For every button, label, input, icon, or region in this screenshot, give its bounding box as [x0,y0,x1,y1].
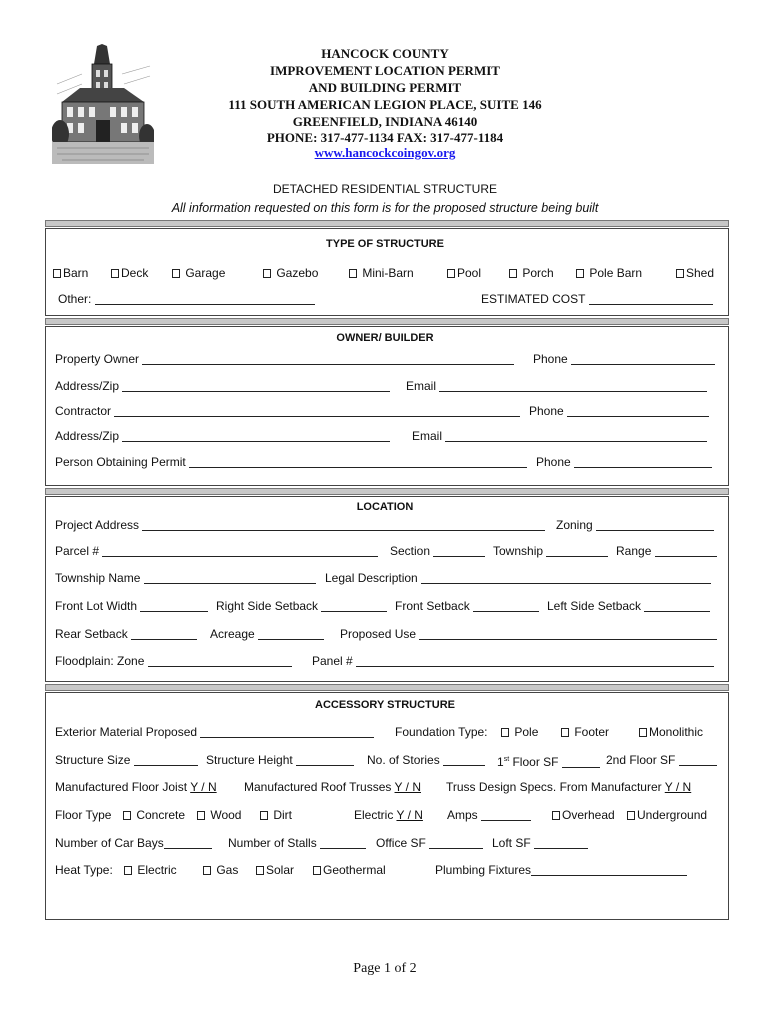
location-heading: LOCATION [356,501,414,513]
project-address-field[interactable]: Project Address [55,518,545,532]
no-of-stories-field[interactable]: No. of Stories [367,753,485,767]
option-mini-barn[interactable]: Mini-Barn [349,266,414,280]
electric-field[interactable]: Electric Y / N [354,808,423,822]
contact-line: PHONE: 317-477-1134 FAX: 317-477-1184 [266,130,504,145]
checkbox-icon[interactable] [313,866,321,875]
floor-dirt-option[interactable]: Dirt [260,808,292,822]
checkbox-icon[interactable] [576,269,584,278]
permit-title-line1: IMPROVEMENT LOCATION PERMIT [270,63,500,78]
rear-setback-field[interactable]: Rear Setback [55,627,197,641]
county-name: HANCOCK COUNTY [321,46,449,61]
structure-size-field[interactable]: Structure Size [55,753,198,767]
panel-field[interactable]: Panel # [312,654,714,668]
page-number: Page 1 of 2 [353,961,417,976]
section-field[interactable]: Section [390,544,485,558]
option-barn[interactable]: Barn [53,266,88,280]
mfd-roof-trusses-field[interactable]: Manufactured Roof Trusses Y / N [244,780,421,794]
checkbox-icon[interactable] [349,269,357,278]
contractor-field[interactable]: Contractor [55,404,520,418]
section-divider [45,220,729,227]
form-title: DETACHED RESIDENTIAL STRUCTURE [272,182,498,196]
first-floor-sf-field[interactable]: 1st Floor SF [497,753,600,769]
heat-electric-option[interactable]: Electric [124,863,177,877]
heat-geothermal-option[interactable]: Geothermal [313,863,386,877]
checkbox-icon[interactable] [172,269,180,278]
property-owner-field[interactable]: Property Owner [55,352,514,366]
legal-description-field[interactable]: Legal Description [325,571,711,585]
foundation-type-label: Foundation Type: [395,725,488,739]
floor-type-label: Floor Type [55,808,112,822]
accessory-structure-heading: ACCESSORY STRUCTURE [315,699,455,711]
range-field[interactable]: Range [616,544,717,558]
person-phone-field[interactable]: Phone [536,455,712,469]
checkbox-icon[interactable] [260,811,268,820]
checkbox-icon[interactable] [203,866,211,875]
website-link[interactable]: www.hancockcoingov.org [314,145,456,160]
option-shed[interactable]: Shed [676,266,714,280]
option-gazebo[interactable]: Gazebo [263,266,318,280]
heat-type-label: Heat Type: [55,863,113,877]
option-garage[interactable]: Garage [172,266,225,280]
checkbox-icon[interactable] [627,811,635,820]
floodplain-zone-field[interactable]: Floodplain: Zone [55,654,292,668]
electric-underground-option[interactable]: Underground [627,808,707,822]
person-obtaining-permit-field[interactable]: Person Obtaining Permit [55,455,527,469]
parcel-field[interactable]: Parcel # [55,544,378,558]
section-divider [45,318,729,325]
checkbox-icon[interactable] [263,269,271,278]
township-name-field[interactable]: Township Name [55,571,316,585]
floor-wood-option[interactable]: Wood [197,808,241,822]
front-setback-field[interactable]: Front Setback [395,599,539,613]
owner-phone-field[interactable]: Phone [533,352,715,366]
checkbox-icon[interactable] [53,269,61,278]
type-of-structure-heading: TYPE OF STRUCTURE [326,238,444,250]
front-lot-width-field[interactable]: Front Lot Width [55,599,208,613]
permit-title-line2: AND BUILDING PERMIT [308,80,462,95]
loft-sf-field[interactable]: Loft SF [492,836,588,850]
checkbox-icon[interactable] [197,811,205,820]
township-field[interactable]: Township [493,544,608,558]
checkbox-icon[interactable] [509,269,517,278]
foundation-pole-option[interactable]: Pole [501,725,538,739]
foundation-footer-option[interactable]: Footer [561,725,609,739]
address-line: 111 SOUTH AMERICAN LEGION PLACE, SUITE 146 [228,97,542,112]
proposed-use-field[interactable]: Proposed Use [340,627,717,641]
second-floor-sf-field[interactable]: 2nd Floor SF [606,753,717,767]
checkbox-icon[interactable] [447,269,455,278]
acreage-field[interactable]: Acreage [210,627,324,641]
heat-solar-option[interactable]: Solar [256,863,294,877]
owner-builder-heading: OWNER/ BUILDER [336,332,434,344]
checkbox-icon[interactable] [124,866,132,875]
structure-height-field[interactable]: Structure Height [206,753,354,767]
zoning-field[interactable]: Zoning [556,518,714,532]
checkbox-icon[interactable] [561,728,569,737]
car-bays-field[interactable]: Number of Car Bays [55,836,212,850]
right-side-setback-field[interactable]: Right Side Setback [216,599,387,613]
form-subtitle: All information requested on this form is for the proposed structure being built [171,201,599,215]
contractor-phone-field[interactable]: Phone [529,404,709,418]
contractor-email-field[interactable]: Email [412,429,707,443]
other-field[interactable]: Other: [58,292,315,306]
checkbox-icon[interactable] [501,728,509,737]
exterior-material-field[interactable]: Exterior Material Proposed [55,725,374,739]
checkbox-icon[interactable] [676,269,684,278]
option-pool[interactable]: Pool [447,266,481,280]
section-divider [45,684,729,691]
estimated-cost-field[interactable]: ESTIMATED COST [481,292,713,306]
checkbox-icon[interactable] [111,269,119,278]
contractor-address-field[interactable]: Address/Zip [55,429,390,443]
checkbox-icon[interactable] [123,811,131,820]
left-side-setback-field[interactable]: Left Side Setback [547,599,710,613]
section-divider [45,488,729,495]
option-porch[interactable]: Porch [509,266,554,280]
owner-email-field[interactable]: Email [406,379,707,393]
office-sf-field[interactable]: Office SF [376,836,483,850]
mfd-floor-joist-field[interactable]: Manufactured Floor Joist Y / N [55,780,217,794]
checkbox-icon[interactable] [256,866,264,875]
heat-gas-option[interactable]: Gas [203,863,238,877]
city-line: GREENFIELD, INDIANA 46140 [292,114,478,129]
electric-overhead-option[interactable]: Overhead [552,808,615,822]
option-deck[interactable]: Deck [111,266,148,280]
floor-concrete-option[interactable]: Concrete [123,808,185,822]
foundation-monolithic-option[interactable]: Monolithic [639,725,703,739]
owner-address-field[interactable]: Address/Zip [55,379,390,393]
amps-field[interactable]: Amps [447,808,531,822]
checkbox-icon[interactable] [639,728,647,737]
plumbing-fixtures-field[interactable]: Plumbing Fixtures [435,863,687,877]
truss-design-field[interactable]: Truss Design Specs. From Manufacturer Y / N [446,780,692,794]
stalls-field[interactable]: Number of Stalls [228,836,366,850]
option-pole-barn[interactable]: Pole Barn [576,266,642,280]
checkbox-icon[interactable] [552,811,560,820]
